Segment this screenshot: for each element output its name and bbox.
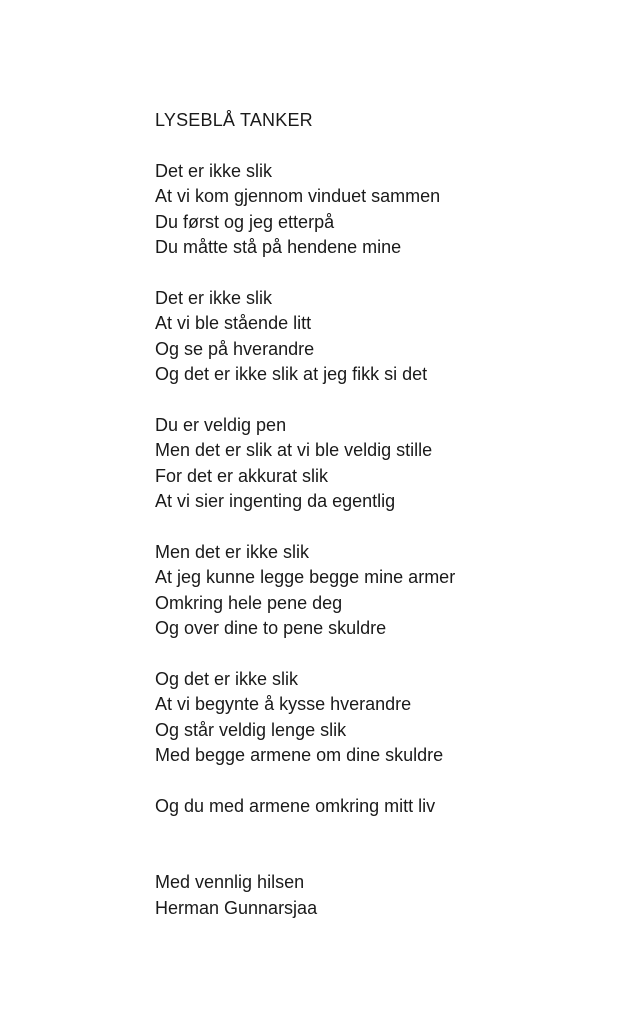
poem-line: At vi begynte å kysse hverandre xyxy=(155,694,412,714)
stanza-5 xyxy=(155,667,625,769)
poem-line: Og du med armene omkring mitt liv xyxy=(155,795,436,816)
stanza-3 xyxy=(155,413,625,515)
poem-line: Du først og jeg etterpå xyxy=(155,211,335,232)
poem-line: Det er ikke slik xyxy=(155,287,273,308)
stanza-4 xyxy=(155,540,625,642)
poem-line: Og det er ikke slik at jeg fikk si det xyxy=(155,364,428,384)
stanza-1 xyxy=(155,159,625,261)
poem-line: At vi kom gjennom vinduet sammen xyxy=(155,186,441,206)
stanza-2 xyxy=(155,286,625,388)
signature xyxy=(155,870,625,921)
poem-line: At vi sier ingenting da egentlig xyxy=(155,491,396,511)
poem-line: Det er ikke slik xyxy=(155,160,273,181)
poem-line: Men det er ikke slik xyxy=(155,541,310,562)
stanza-6 xyxy=(155,794,625,820)
poem-line: Og se på hverandre xyxy=(155,338,315,359)
poem-line: For det er akkurat slik xyxy=(155,465,329,486)
poem-line: Med begge armene om dine skuldre xyxy=(155,745,444,765)
poem xyxy=(155,108,625,921)
poem-line: At vi ble stående litt xyxy=(155,313,312,333)
closing-text: Med vennlig hilsen xyxy=(155,872,305,892)
poem-line: Og står veldig lenge slik xyxy=(155,719,347,740)
poem-line: Du er veldig pen xyxy=(155,414,287,435)
poem-line: Og over dine to pene skuldre xyxy=(155,618,387,638)
poem-line: At jeg kunne legge begge mine armer xyxy=(155,567,456,587)
author-name: Herman Gunnarsjaa xyxy=(155,897,318,918)
poem-line: Du måtte stå på hendene mine xyxy=(155,237,402,257)
poem-line: Omkring hele pene deg xyxy=(155,592,343,613)
poem-title: LYSEBLÅ TANKER xyxy=(155,110,313,130)
poem-line: Og det er ikke slik xyxy=(155,668,299,689)
poem-line: Men det er slik at vi ble veldig stille xyxy=(155,440,433,460)
